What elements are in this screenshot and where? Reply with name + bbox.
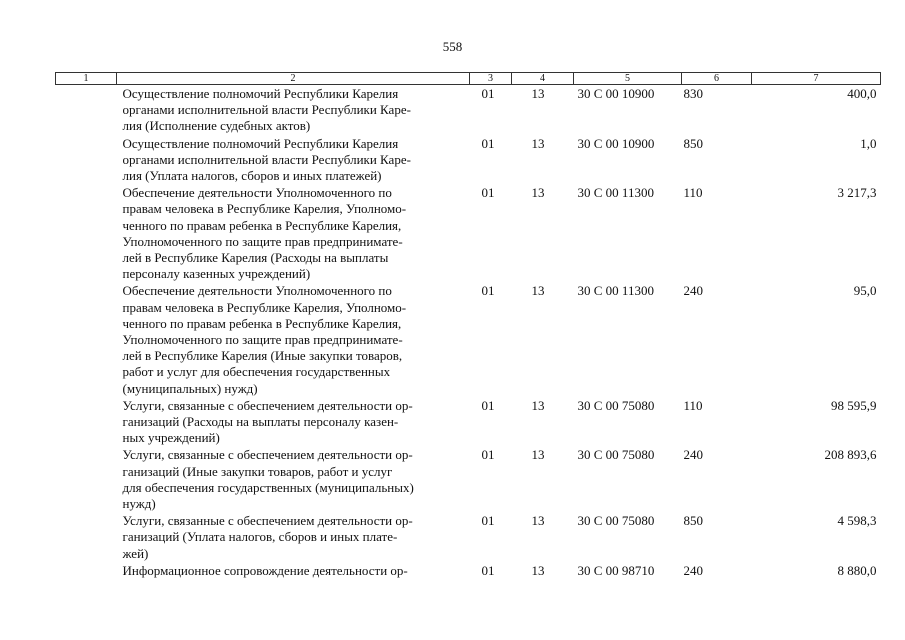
cell-description bbox=[117, 397, 470, 447]
cell-col1 bbox=[56, 135, 117, 185]
cell-expense-type: 240 bbox=[683, 447, 703, 463]
cell-amount: 1,0 bbox=[860, 135, 877, 151]
description-line: Услуги, связанные с обеспечением деятельности ор- bbox=[122, 513, 413, 529]
cell-target-article: 30 С 00 10900 bbox=[577, 135, 655, 151]
description-line: лей в Республике Карелия (Расходы на выплаты bbox=[122, 250, 389, 266]
description-line: ных учреждений) bbox=[122, 430, 220, 446]
description-line: ченного по правам ребенка в Республике Карелия, bbox=[122, 217, 402, 233]
table-row bbox=[56, 512, 881, 562]
header-row bbox=[56, 73, 881, 85]
column-header-5: 5 bbox=[574, 73, 682, 85]
cell-amount: 4 598,3 bbox=[837, 513, 877, 529]
table-row bbox=[56, 562, 881, 579]
cell-amount: 8 880,0 bbox=[837, 562, 877, 578]
column-header-3: 3 bbox=[470, 73, 512, 85]
cell-expense-type: 830 bbox=[683, 86, 703, 101]
cell-expense-type: 110 bbox=[683, 397, 703, 413]
cell-col1 bbox=[56, 446, 117, 512]
cell-subsection: 13 bbox=[531, 185, 545, 201]
description-line: нужд) bbox=[122, 496, 156, 512]
description-line: органами исполнительной власти Республики Каре- bbox=[122, 151, 411, 167]
description-line: Уполномоченного по защите прав предпринимате- bbox=[122, 233, 403, 249]
cell-subsection: 13 bbox=[531, 283, 545, 299]
cell-amount: 400,0 bbox=[847, 86, 877, 101]
cell-section: 01 bbox=[481, 513, 495, 529]
description-line: Обеспечение деятельности Уполномоченного по bbox=[122, 283, 392, 299]
cell-expense-type: 240 bbox=[683, 562, 703, 578]
description-line: ганизаций (Иные закупки товаров, работ и услуг bbox=[122, 463, 393, 479]
cell-col1 bbox=[56, 184, 117, 282]
cell-description bbox=[117, 184, 470, 282]
cell-col1 bbox=[56, 85, 117, 135]
description-line: Уполномоченного по защите прав предпринимате- bbox=[122, 332, 403, 348]
cell-amount: 98 595,9 bbox=[831, 397, 877, 413]
column-header-7: 7 bbox=[752, 73, 881, 85]
cell-expense-type: 850 bbox=[683, 135, 703, 151]
cell-target-article: 30 С 00 75080 bbox=[577, 513, 655, 529]
cell-col1 bbox=[56, 562, 117, 579]
cell-subsection: 13 bbox=[531, 562, 545, 578]
description-line: Услуги, связанные с обеспечением деятельности ор- bbox=[122, 447, 413, 463]
cell-col1 bbox=[56, 512, 117, 562]
table-row bbox=[56, 446, 881, 512]
cell-expense-type: 850 bbox=[683, 513, 703, 529]
description-line: жей) bbox=[122, 545, 149, 561]
cell-section: 01 bbox=[481, 185, 495, 201]
column-header-1: 1 bbox=[56, 73, 117, 85]
description-line: Осуществление полномочий Республики Карелия bbox=[122, 86, 399, 101]
page-number: 558 bbox=[442, 39, 463, 54]
cell-section: 01 bbox=[481, 135, 495, 151]
description-line: работ и услуг для обеспечения государственных bbox=[122, 364, 391, 380]
cell-description bbox=[117, 562, 470, 579]
description-line: правам человека в Республике Карелия, Уполномо- bbox=[122, 201, 407, 217]
cell-target-article: 30 С 00 11300 bbox=[577, 185, 654, 201]
cell-target-article: 30 С 00 98710 bbox=[577, 562, 655, 578]
cell-amount: 95,0 bbox=[853, 283, 877, 299]
column-header-4: 4 bbox=[512, 73, 574, 85]
cell-section: 01 bbox=[481, 447, 495, 463]
cell-subsection: 13 bbox=[531, 447, 545, 463]
description-line: Информационное сопровождение деятельности ор- bbox=[122, 562, 408, 578]
description-line: органами исполнительной власти Республики Каре- bbox=[122, 102, 411, 118]
description-line: лей в Республике Карелия (Иные закупки товаров, bbox=[122, 348, 403, 364]
cell-target-article: 30 С 00 11300 bbox=[577, 283, 654, 299]
cell-description bbox=[117, 135, 470, 185]
column-header-2: 2 bbox=[117, 73, 470, 85]
description-line: ганизаций (Уплата налогов, сборов и иных плате- bbox=[122, 529, 398, 545]
cell-amount: 208 893,6 bbox=[824, 447, 877, 463]
cell-amount: 3 217,3 bbox=[837, 185, 877, 201]
description-line: лия (Исполнение судебных актов) bbox=[122, 118, 311, 134]
column-header-6: 6 bbox=[682, 73, 752, 85]
cell-section: 01 bbox=[481, 86, 495, 101]
budget-table bbox=[55, 72, 881, 579]
description-line: (муниципальных) нужд) bbox=[122, 380, 258, 396]
table-row bbox=[56, 184, 881, 282]
description-line: персоналу казенных учреждений) bbox=[122, 266, 311, 282]
cell-expense-type: 240 bbox=[683, 283, 703, 299]
description-line: Услуги, связанные с обеспечением деятельности ор- bbox=[122, 397, 413, 413]
cell-description bbox=[117, 512, 470, 562]
cell-target-article: 30 С 00 75080 bbox=[577, 397, 655, 413]
description-line: ганизаций (Расходы на выплаты персоналу казен- bbox=[122, 414, 399, 430]
table-body bbox=[56, 85, 881, 580]
cell-col1 bbox=[56, 282, 117, 396]
cell-subsection: 13 bbox=[531, 513, 545, 529]
cell-col1 bbox=[56, 397, 117, 447]
table-row bbox=[56, 282, 881, 396]
table-row bbox=[56, 85, 881, 135]
cell-description bbox=[117, 85, 470, 135]
cell-section: 01 bbox=[481, 397, 495, 413]
cell-target-article: 30 С 00 75080 bbox=[577, 447, 655, 463]
description-line: для обеспечения государственных (муниципальных) bbox=[122, 479, 414, 495]
cell-description bbox=[117, 446, 470, 512]
description-line: лия (Уплата налогов, сборов и иных платежей) bbox=[122, 168, 382, 184]
cell-section: 01 bbox=[481, 562, 495, 578]
table-row bbox=[56, 135, 881, 185]
table-row bbox=[56, 397, 881, 447]
description-line: правам человека в Республике Карелия, Уполномо- bbox=[122, 299, 407, 315]
cell-expense-type: 110 bbox=[683, 185, 703, 201]
cell-description bbox=[117, 282, 470, 396]
description-line: ченного по правам ребенка в Республике Карелия, bbox=[122, 315, 402, 331]
description-line: Обеспечение деятельности Уполномоченного по bbox=[122, 185, 392, 201]
cell-section: 01 bbox=[481, 283, 495, 299]
cell-subsection: 13 bbox=[531, 397, 545, 413]
description-line: Осуществление полномочий Республики Карелия bbox=[122, 135, 399, 151]
cell-target-article: 30 С 00 10900 bbox=[577, 86, 655, 101]
cell-subsection: 13 bbox=[531, 135, 545, 151]
cell-subsection: 13 bbox=[531, 86, 545, 101]
